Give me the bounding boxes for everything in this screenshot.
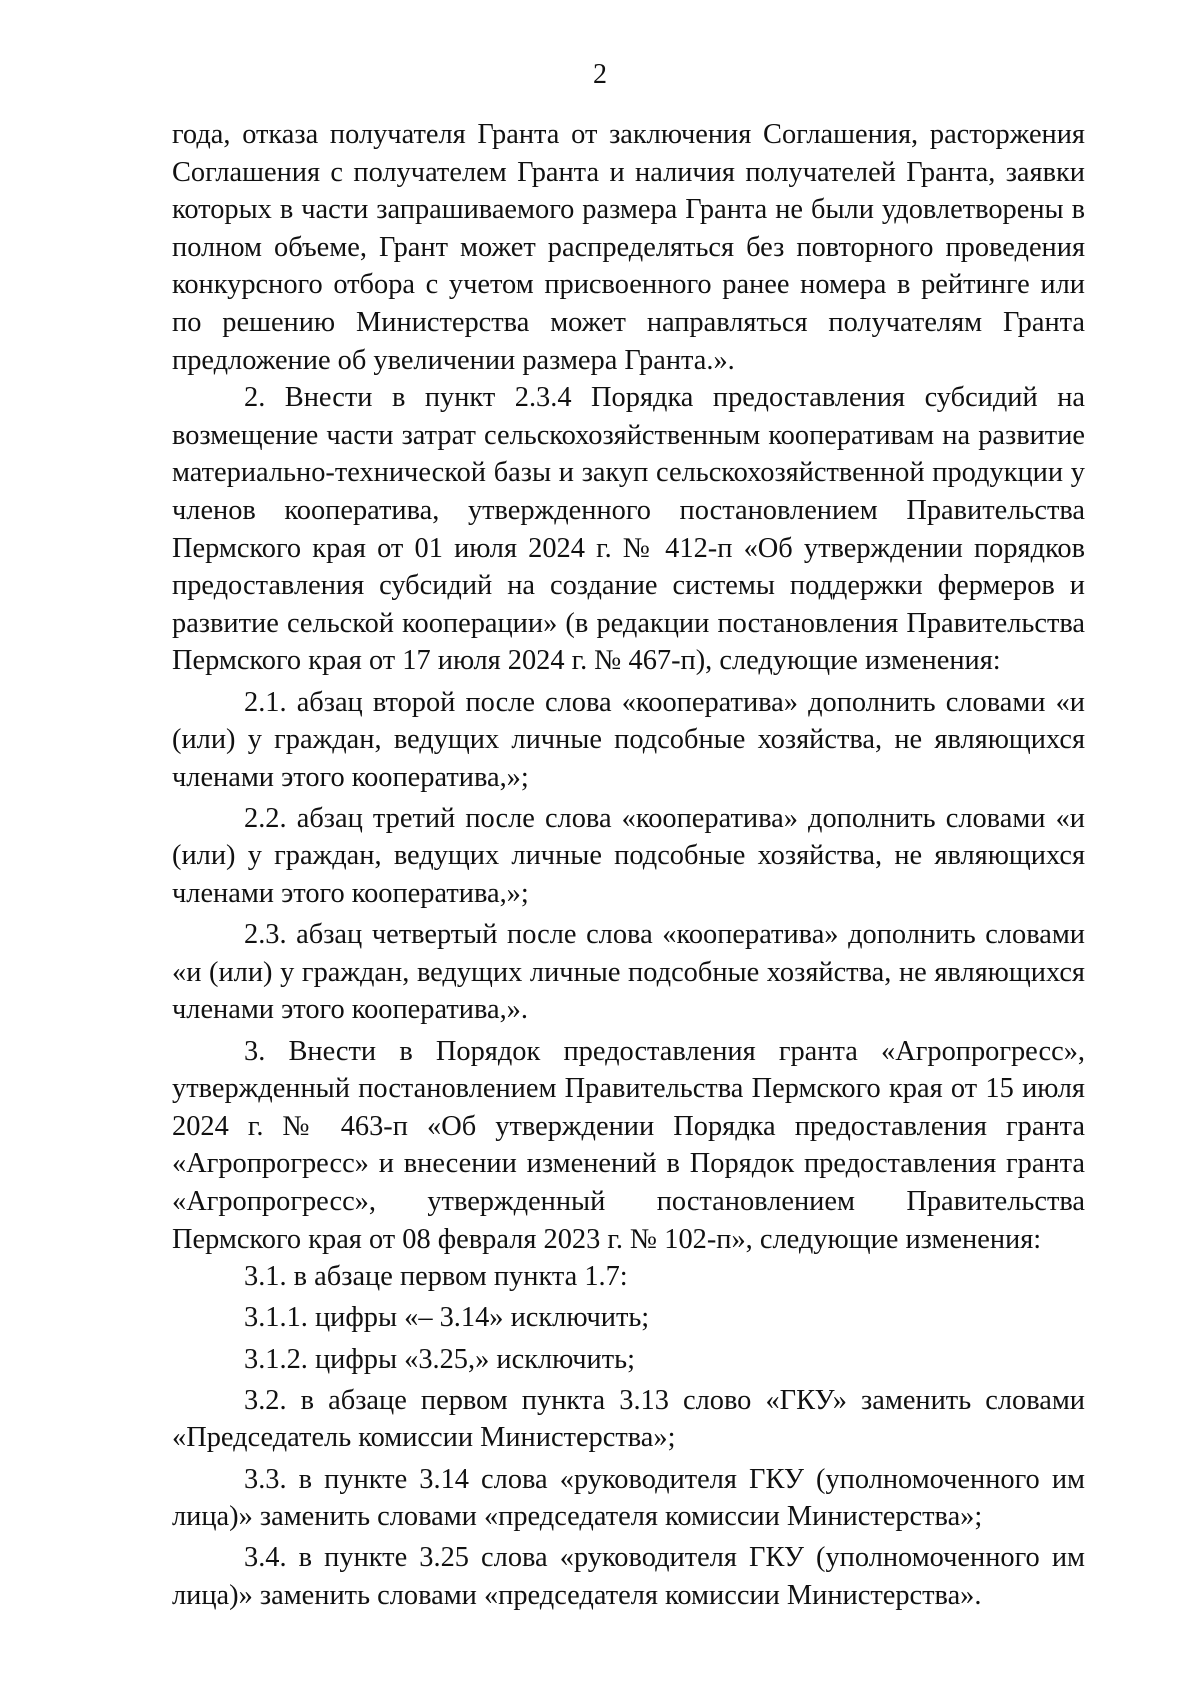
paragraph-item-3-3: 3.3. в пункте 3.14 слова «руководителя ГКУ (уполномоченного им лица)» заменить словами «председателя комиссии Министерства»; [172,1463,1085,1533]
paragraph-item-2: 2. Внести в пункт 2.3.4 Порядка предоставления субсидий на возмещение части затрат сельскохозяйственным кооперативам на развитие материально-технической базы и закуп сельскохозяйственной продукции у членов кооператива, утвержденного постановлением Правительства Пермского края от 01 июля 2024 г. № 412-п «Об утверждении порядков предоставления субсидий на создание системы поддержки фермеров и развитие сельской кооперации» (в редакции постановления Правительства Пермского края от 17 июля 2024 г. № 467-п), следующие изменения: [172,382,1085,677]
page-number: 2 [593,59,607,90]
paragraph-item-2-3: 2.3. абзац четвертый после слова «кооператива» дополнить словами «и (или) у граждан, ведущих личные подсобные хозяйства, не являющихся членами этого кооператива,». [172,919,1085,1026]
paragraph-item-3-4: 3.4. в пункте 3.25 слова «руководителя ГКУ (уполномоченного им лица)» заменить словами «председателя комиссии Министерства». [172,1542,1085,1611]
paragraph-continuation: года, отказа получателя Гранта от заключения Соглашения, расторжения Соглашения с получателем Гранта и наличия получателей Гранта, заявки которых в части запрашиваемого размера Гранта не были удовлетворены в полном объеме, Грант может распределяться без повторного проведения конкурсного отбора с учетом присвоенного ранее номера в рейтинге или по решению Министерства может направляться получателям Гранта предложение об увеличении размера Гранта.». [172,119,1085,376]
paragraph-item-3: 3. Внести в Порядок предоставления гранта «Агропрогресс», утвержденный постановлением Правительства Пермского края от 15 июля 2024 г. № 463-п «Об утверждении Порядка предоставления гранта «Агропрогресс» и внесении изменений в Порядок предоставления гранта «Агропрогресс», утвержденный постановлением Правительства Пермского края от 08 февраля 2023 г. № 102-п», следующие изменения: [172,1035,1085,1255]
paragraph-item-2-2: 2.2. абзац третий после слова «кооператива» дополнить словами «и (или) у граждан, ведущих личные подсобные хозяйства, не являющихся членами этого кооператива,»; [172,802,1085,910]
paragraph-item-3-1-2: 3.1.2. цифры «3.25,» исключить; [244,1343,635,1375]
paragraph-item-3-2: 3.2. в абзаце первом пункта 3.13 слово «ГКУ» заменить словами «Председатель комиссии Министерства»; [172,1384,1085,1454]
paragraph-item-2-1: 2.1. абзац второй после слова «кооператива» дополнить словами «и (или) у граждан, ведущих личные подсобные хозяйства, не являющихся членами этого кооператива,»; [172,686,1085,793]
paragraph-item-3-1: 3.1. в абзаце первом пункта 1.7: [244,1261,628,1293]
document-body [172,116,1085,1615]
paragraph-item-3-1-1: 3.1.1. цифры «– 3.14» исключить; [244,1302,650,1334]
